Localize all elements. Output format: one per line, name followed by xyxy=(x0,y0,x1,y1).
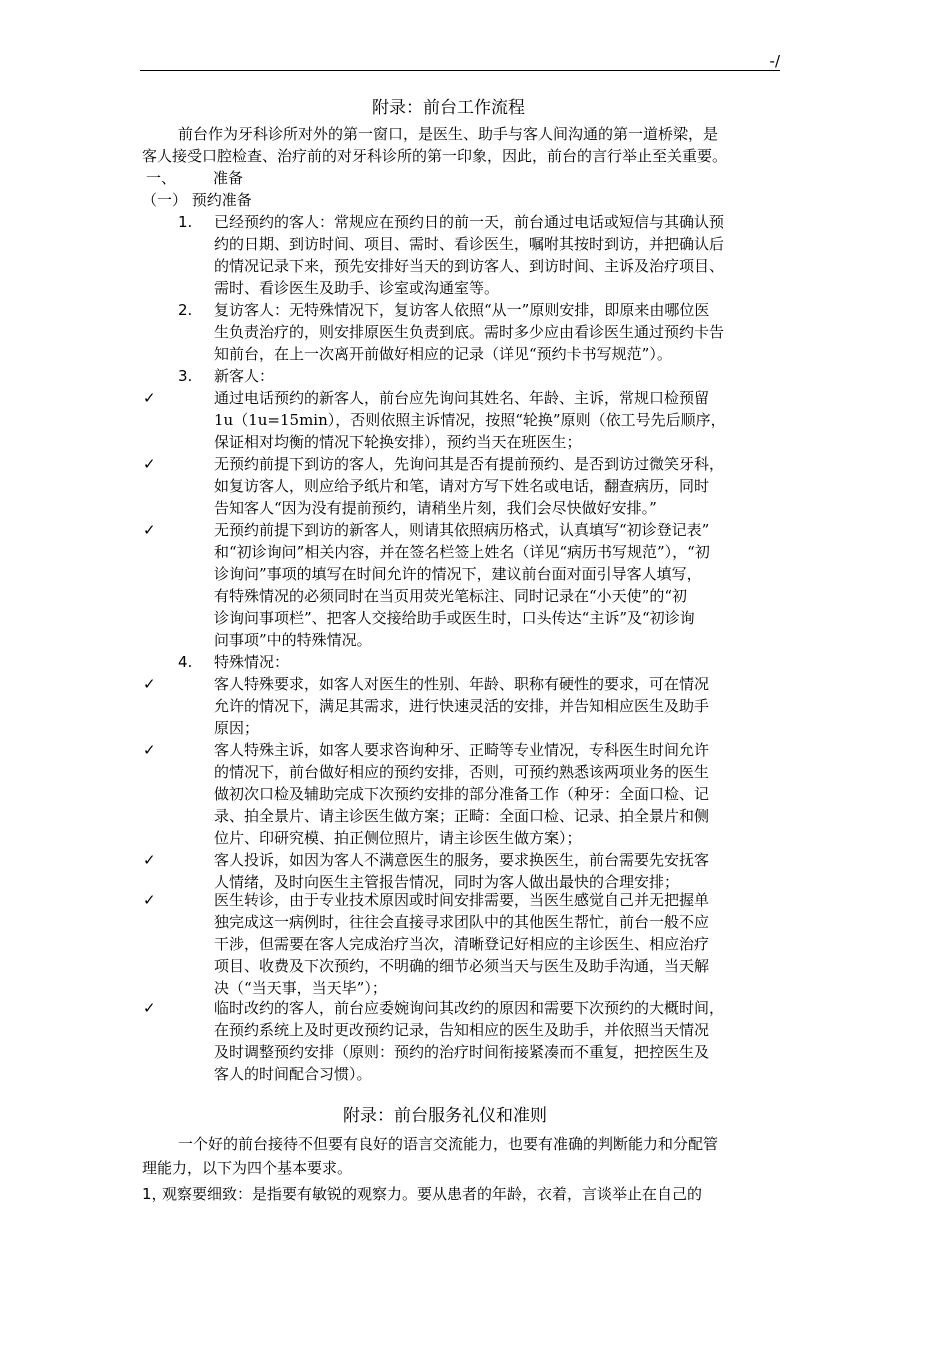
checkmark-icon: ✓ xyxy=(143,455,156,473)
bullet-line: 保证相对均衡的情况下轮换安排），预约当天在班医生； xyxy=(214,433,582,451)
bullet-line: 如复访客人，则应给予纸片和笔，请对方写下姓名或电话，翻查病历，同时 xyxy=(214,477,710,495)
bullet-line: 允许的情况下，满足其需求，进行快速灵活的安排，并告知相应医生及助手 xyxy=(214,697,710,715)
header-mark: -/ xyxy=(769,52,780,70)
intro-line: 前台作为牙科诊所对外的第一窗口，是医生、助手与客人间沟通的第一道桥梁，是 xyxy=(178,125,719,143)
intro-line: 理能力，以下为四个基本要求。 xyxy=(142,1159,353,1177)
item-line: 已经预约的客人：常规应在预约日的前一天，前台通过电话或短信与其确认预 xyxy=(214,213,725,231)
section2-title: 附录：前台服务礼仪和准则 xyxy=(343,1106,547,1126)
bullet-line: 位片、印研究模、拍正侧位照片，请主诊医生做方案）； xyxy=(214,829,582,847)
bullet-line: 无预约前提下到访的新客人，则请其依照病历格式，认真填写“初诊登记表” xyxy=(214,521,710,539)
bullet-line: 临时改约的客人，前台应委婉询问其改约的原因和需要下次预约的大概时间， xyxy=(214,999,725,1017)
bullet-line: 客人的时间配合习惯）。 xyxy=(214,1065,372,1083)
checkmark-icon: ✓ xyxy=(143,851,156,869)
bullet-line: 1u（1u=15min），否则依照主诉情况，按照“轮换”原则（依工号先后顺序， xyxy=(214,411,726,429)
checkmark-icon: ✓ xyxy=(143,675,156,693)
bullet-line: 录、拍全景片、请主诊医生做方案；正畸：全面口检、记录、拍全景片和侧 xyxy=(214,807,710,825)
item-number: 3. xyxy=(178,367,193,385)
bullet-line: 项目、收费及下次预约，不明确的细节必须当天与医生及助手沟通，当天解 xyxy=(214,957,710,975)
bullet-line: 客人特殊要求，如客人对医生的性别、年龄、职称有硬性的要求，可在情况 xyxy=(214,675,710,693)
bullet-line: 及时调整预约安排（原则：预约的治疗时间衔接紧凑而不重复，把控医生及 xyxy=(214,1043,710,1061)
header-rule xyxy=(140,70,780,71)
bullet-line: 和“初诊询问”相关内容，并在签名栏签上姓名（详见“病历书写规范”），“初 xyxy=(214,543,710,561)
heading-text: 准备 xyxy=(213,169,244,187)
bullet-line: 客人特殊主诉，如客人要求咨询种牙、正畸等专业情况，专科医生时间允许 xyxy=(214,741,710,759)
item-line: 新客人： xyxy=(214,367,275,385)
bullet-line: 告知客人“因为没有提前预约，请稍坐片刻，我们会尽快做好安排。” xyxy=(214,499,657,517)
section1-title: 附录：前台工作流程 xyxy=(372,98,525,118)
bullet-line: 客人投诉，如因为客人不满意医生的服务，要求换医生，前台需要先安抚客 xyxy=(214,851,710,869)
item-number: 4. xyxy=(178,653,193,671)
intro-line: 一个好的前台接待不但要有良好的语言交流能力，也要有准确的判断能力和分配管 xyxy=(178,1135,719,1153)
point-text: 观察要细致：是指要有敏锐的观察力。要从患者的年龄，衣着，言谈举止在自己的 xyxy=(162,1185,703,1203)
item-line: 的情况记录下来，预先安排好当天的到访客人、到访时间、主诉及治疗项目、 xyxy=(214,257,725,275)
checkmark-icon: ✓ xyxy=(143,389,156,407)
bullet-line: 干涉，但需要在客人完成治疗当次，清晰登记好相应的主诊医生、相应治疗 xyxy=(214,935,710,953)
bullet-line: 在预约系统上及时更改预约记录，告知相应的医生及助手，并依照当天情况 xyxy=(214,1021,710,1039)
intro-line: 客人接受口腔检查、治疗前的对牙科诊所的第一印象，因此，前台的言行举止至关重要。 xyxy=(142,147,728,165)
bullet-line: 做初次口检及辅助完成下次预约安排的部分准备工作（种牙：全面口检、记 xyxy=(214,785,710,803)
checkmark-icon: ✓ xyxy=(143,521,156,539)
bullet-line: 通过电话预约的新客人，前台应先询问其姓名、年龄、主诉，常规口检预留 xyxy=(214,389,710,407)
bullet-line: 人情绪，及时向医生主管报告情况，同时为客人做出最快的合理安排； xyxy=(214,873,680,891)
bullet-line: 问事项”中的特殊情况。 xyxy=(214,631,372,649)
bullet-line: 诊询问事项栏”、把客人交接给助手或医生时，口头传达“主诉”及“初诊询 xyxy=(214,609,695,627)
heading-number: 一、 xyxy=(146,169,177,187)
bullet-line: 的情况下，前台做好相应的预约安排，否则，可预约熟悉该两项业务的医生 xyxy=(214,763,710,781)
item-line: 特殊情况： xyxy=(214,653,290,671)
item-number: 1. xyxy=(178,213,193,231)
item-line: 需时、看诊医生及助手、诊室或沟通室等。 xyxy=(214,279,500,297)
item-line: 知前台，在上一次离开前做好相应的记录（详见“预约卡书写规范”）。 xyxy=(214,345,672,363)
bullet-line: 独完成这一病例时，往往会直接寻求团队中的其他医生帮忙，前台一般不应 xyxy=(214,913,710,931)
bullet-line: 诊询问”事项的填写在时间允许的情况下，建议前台面对面引导客人填写， xyxy=(214,565,702,583)
bullet-line: 有特殊情况的必须同时在当页用荧光笔标注、同时记录在“小天使”的“初 xyxy=(214,587,688,605)
bullet-line: 原因； xyxy=(214,719,260,737)
bullet-line: 医生转诊，由于专业技术原因或时间安排需要，当医生感觉自己并无把握单 xyxy=(214,891,710,909)
item-line: 约的日期、到访时间、项目、需时、看诊医生，嘱咐其按时到访，并把确认后 xyxy=(214,235,725,253)
item-line: 复访客人：无特殊情况下，复访客人依照“从一”原则安排，即原来由哪位医 xyxy=(214,301,710,319)
checkmark-icon: ✓ xyxy=(143,741,156,759)
checkmark-icon: ✓ xyxy=(143,999,156,1017)
subheading: （一） 预约准备 xyxy=(142,191,252,209)
checkmark-icon: ✓ xyxy=(143,891,156,909)
bullet-line: 决（“当天事，当天毕”）； xyxy=(214,979,387,997)
point-number: 1， xyxy=(142,1185,167,1203)
bullet-line: 无预约前提下到访的客人，先询问其是否有提前预约、是否到访过微笑牙科， xyxy=(214,455,725,473)
item-number: 2. xyxy=(178,301,193,319)
item-line: 生负责治疗的，则安排原医生负责到底。需时多少应由看诊医生通过预约卡告 xyxy=(214,323,725,341)
